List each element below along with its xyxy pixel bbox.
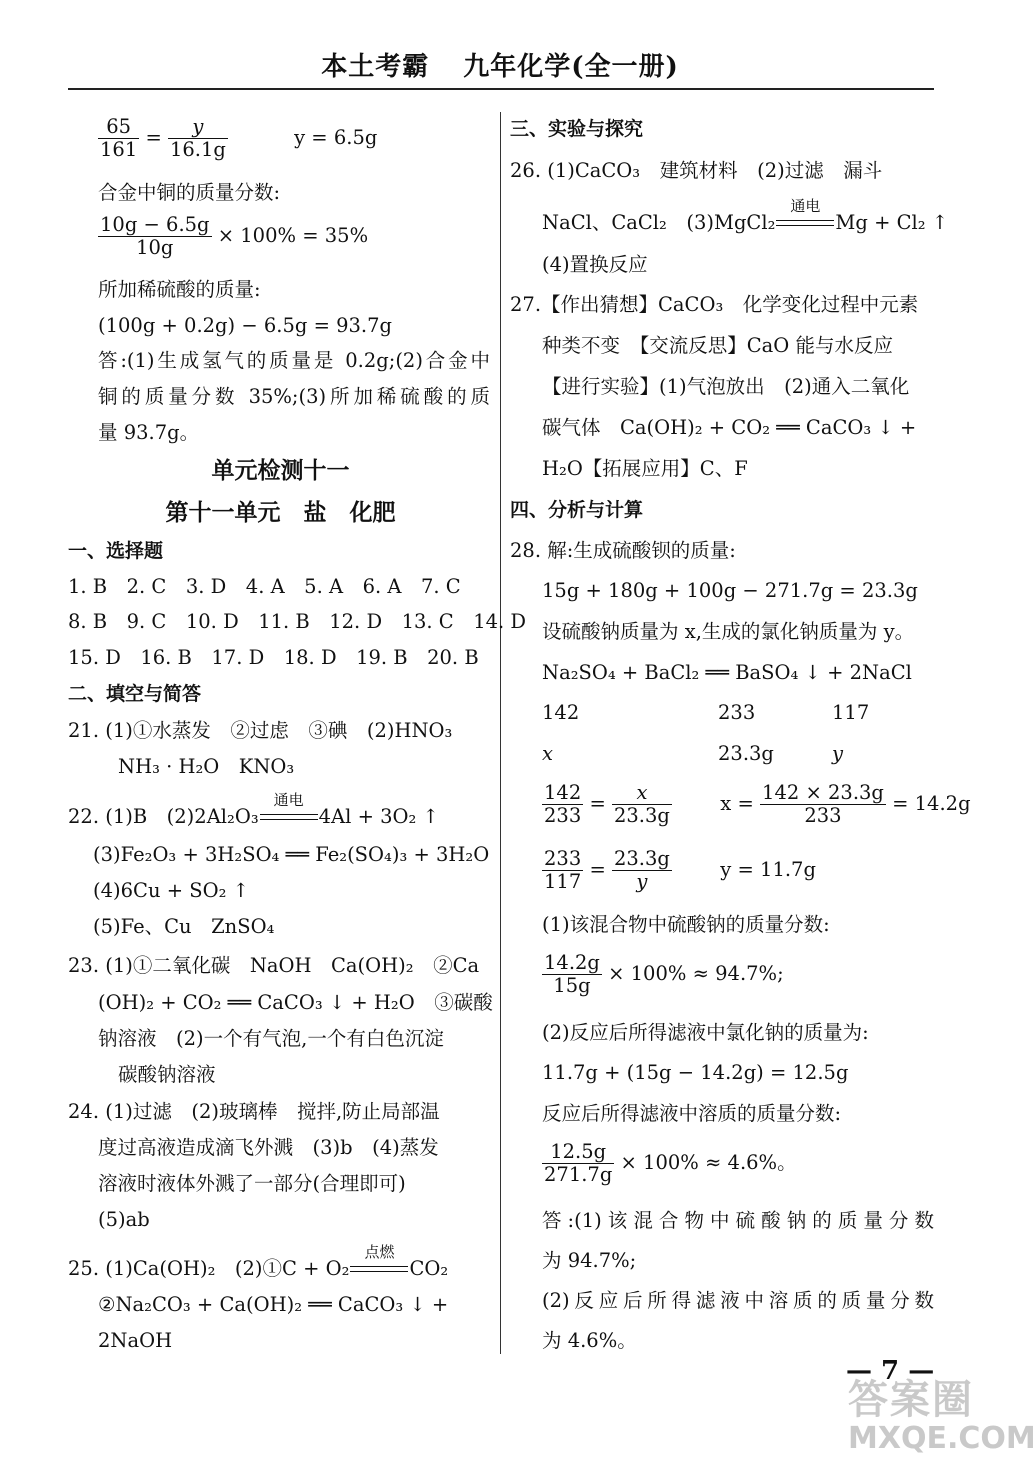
answer-row: 1. B 2. C 3. D 4. A 5. A 6. A 7. C [68, 575, 461, 598]
answer-line: (2)反应后所得滤液中溶质的质量分数 [542, 1289, 934, 1312]
equation-line: 25. (1)Ca(OH)₂ (2)①C + O₂ 点燃 CO₂ [68, 1242, 449, 1280]
section-heading: 二、填空与简答 [68, 683, 202, 705]
unit-subtitle: 第十一单元 盐 化肥 [165, 500, 396, 526]
answer-line: 碳气体 Ca(OH)₂ + CO₂ ══ CaCO₃ ↓ + [542, 416, 917, 439]
answer-line: 28. 解:生成硫酸钡的质量: [510, 539, 736, 562]
answer-line: 21. (1)①水蒸发 ②过虑 ③碘 (2)HNO₃ [68, 719, 453, 742]
fraction: $\frac{14.2g}{15g}$ [544, 951, 600, 997]
answer-line: 答:(1)该混合物中硫酸钠的质量分数 [542, 1209, 934, 1232]
reaction-condition: 点燃 [350, 1263, 408, 1277]
answer-line: NH₃ · H₂O KNO₃ [118, 755, 295, 778]
answer-line: 11.7g + (15g − 14.2g) = 12.5g [542, 1061, 849, 1084]
fraction: $\frac{142 \times 23.3g}{233}$ [762, 781, 884, 827]
answer-line: 2NaOH [98, 1329, 173, 1352]
answer-line: 反应后所得滤液中溶质的质量分数: [542, 1102, 842, 1125]
fraction: $\frac{x}{23.3g}$ [613, 781, 670, 827]
section-heading: 一、选择题 [68, 540, 164, 562]
fraction: $\frac{233}{117}$ [544, 847, 582, 893]
ratio-equation: $\frac{65}{161}$ = $\frac{y}{16.1g}$ y = 6.5g [100, 115, 378, 161]
reaction-condition: 通电 [260, 811, 318, 825]
book-title: 九年化学(全一册) [463, 52, 679, 82]
chemical-equation: Na₂SO₄ + BaCl₂ ══ BaSO₄ ↓ + 2NaCl [542, 661, 912, 684]
answer-line: 24. (1)过滤 (2)玻璃棒 搅拌,防止局部温 [68, 1100, 440, 1123]
text-line: 答:(1)生成氢气的质量是 0.2g;(2)合金中 [98, 349, 490, 372]
watermark-logo: 答案圈 MXQE.COM [848, 1377, 1036, 1456]
reaction-condition: 通电 [776, 217, 834, 231]
answer-line: 26. (1)CaCO₃ 建筑材料 (2)过滤 漏斗 [510, 159, 883, 182]
fraction: $\frac{10g - 6.5g}{10g}$ [100, 213, 210, 259]
answer-line: 为 4.6%。 [542, 1329, 637, 1352]
page-number: — 7 — [846, 1356, 935, 1386]
text-line: (100g + 0.2g) − 6.5g = 93.7g [98, 314, 393, 337]
fraction: $\frac{12.5g}{271.7g}$ [544, 1140, 613, 1186]
answer-line: (OH)₂ + CO₂ ══ CaCO₃ ↓ + H₂O ③碳酸 [98, 991, 493, 1014]
answer-line: 15g + 180g + 100g − 271.7g = 23.3g [542, 579, 918, 602]
answer-line: (5)Fe、Cu ZnSO₄ [93, 915, 275, 938]
answer-line: (3)Fe₂O₃ + 3H₂SO₄ ══ Fe₂(SO₄)₃ + 3H₂O [93, 843, 490, 866]
molar-mass-value: 233 [718, 701, 756, 724]
molar-mass-value: 142 [542, 701, 580, 724]
text-line: 所加稀硫酸的质量: [98, 278, 261, 301]
section-heading: 三、实验与探究 [510, 118, 644, 140]
percentage-equation: $\frac{12.5g}{271.7g}$ × 100% ≈ 4.6%。 [544, 1140, 797, 1186]
answer-line: (1)该混合物中硫酸钠的质量分数: [542, 913, 830, 936]
answer-line: (4)置换反应 [542, 253, 648, 276]
answer-line: 23. (1)①二氧化碳 NaOH Ca(OH)₂ ②Ca [68, 954, 480, 977]
answer-line: ②Na₂CO₃ + Ca(OH)₂ ══ CaCO₃ ↓ + [98, 1293, 449, 1316]
answer-line: (5)ab [98, 1208, 150, 1231]
series-title: 本土考霸 [321, 52, 430, 82]
unit-title: 单元检测十一 [211, 458, 350, 484]
fraction: $\frac{23.3g}{y}$ [613, 847, 670, 893]
molar-mass-value: 117 [832, 701, 870, 724]
mass-value: 23.3g [718, 742, 774, 765]
answer-line: 为 94.7%; [542, 1249, 637, 1272]
equation-line: NaCl、CaCl₂ (3)MgCl₂ 通电 Mg + Cl₂ ↑ [542, 196, 949, 234]
equation-line: 22. (1)B (2)2Al₂O₃ 通电 4Al + 3O₂ ↑ [68, 790, 439, 828]
fraction: $\frac{142}{233}$ [544, 781, 582, 827]
answer-line: 钠溶液 (2)一个有气泡,一个有白色沉淀 [98, 1027, 444, 1050]
page-header [0, 46, 1000, 83]
answer-row: 15. D 16. B 17. D 18. D 19. B 20. B [68, 646, 479, 669]
text-line: 合金中铜的质量分数: [98, 181, 281, 204]
answer-line: 碳酸钠溶液 [118, 1063, 216, 1086]
fraction: $\frac{65}{161}$ [100, 115, 138, 161]
answer-line: 种类不变 【交流反思】CaO 能与水反应 [542, 334, 893, 357]
text-line: 铜的质量分数 35%;(3)所加稀硫酸的质 [98, 385, 490, 408]
answer-line: 溶液时液体外溅了一部分(合理即可) [98, 1172, 406, 1195]
answer-line: H₂O【拓展应用】C、F [542, 457, 748, 480]
fraction: $\frac{y}{16.1g}$ [169, 115, 226, 161]
answer-line: 设硫酸钠质量为 x,生成的氯化钠质量为 y。 [542, 620, 915, 643]
answer-line: 【进行实验】(1)气泡放出 (2)通入二氧化 [542, 375, 910, 398]
proportion-equation: $\frac{142}{233}$ = $\frac{x}{23.3g}$ x = $\frac{142 \times 23.3g}{233}$ = 14.2g [544, 781, 971, 827]
text-line: 量 93.7g。 [98, 421, 200, 444]
answer-line: (4)6Cu + SO₂ ↑ [93, 879, 249, 902]
proportion-equation: $\frac{233}{117}$ = $\frac{23.3g}{y}$ y = 11.7g [544, 847, 816, 893]
column-divider [500, 112, 501, 1354]
answer-line: 27.【作出猜想】CaCO₃ 化学变化过程中元素 [510, 293, 919, 316]
copper-fraction-equation: $\frac{10g - 6.5g}{10g}$ × 100% = 35% [100, 213, 369, 259]
section-heading: 四、分析与计算 [510, 499, 644, 521]
header-rule [68, 88, 934, 90]
answer-line: 度过高液造成滴飞外溅 (3)b (4)蒸发 [98, 1136, 439, 1159]
answer-line: (2)反应后所得滤液中氯化钠的质量为: [542, 1021, 869, 1044]
mass-variable: y [832, 742, 844, 765]
answer-row: 8. B 9. C 10. D 11. B 12. D 13. C 14. D [68, 610, 527, 633]
mass-variable: x [542, 742, 553, 765]
percentage-equation: $\frac{14.2g}{15g}$ × 100% ≈ 94.7%; [544, 951, 784, 997]
